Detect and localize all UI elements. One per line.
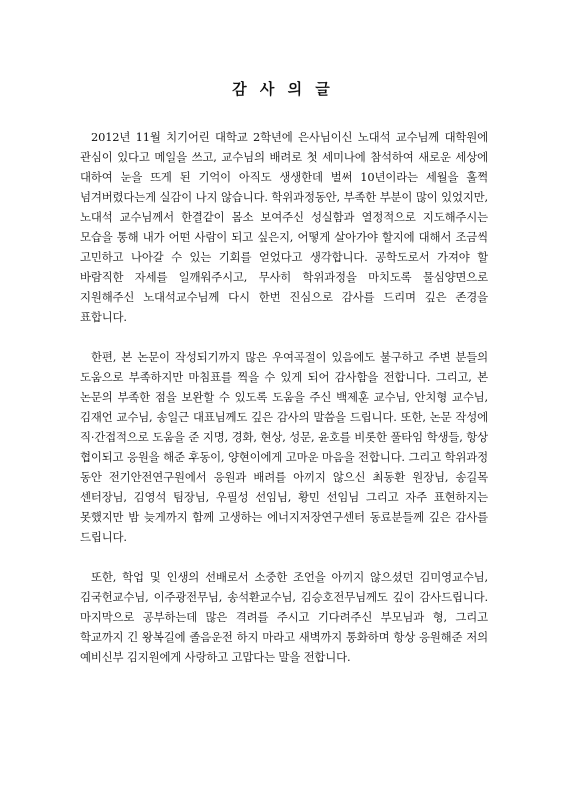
acknowledgement-body (80, 127, 488, 687)
paragraph-colleagues-thanks: 한편, 본 논문이 작성되기까지 많은 우여곡절이 있음에도 불구하고 주변 분들의 도움으로 부족하지만 마침표를 찍을 수 있게 되어 감사함을 전합니다. 그리고, 본 논문의 부족한 점을 보완할 수 있도록 도움을 주신 백제훈 교수님, 안치형 교수님, 김재언 교수님, 송일근 대표님께도 깊은 감사의 말씀을 드립니다. 또한, 논문 작성에 직·간접적으로 도움을 준 지명, 경화, 현상, 성문, 윤호를 비롯한 풀타임 학생들, 항상 협이되고 응원을 해준 후동이, 양현이에게 고마운 마음을 전합니다. 그리고 학위과정 동안 전기안전연구원에서 응원과 배려를 아끼지 않으신 최동환 원장님, 송길목 센터장님, 김영석 팀장님, 우필성 선임님, 황민 선임님 그리고 자주 표현하지는 못했지만 밤 늦게까지 함께 고생하는 에너지저장연구센터 동료분들께 깊은 감사를 드립니다. (80, 350, 488, 544)
paragraph-family-thanks: 또한, 학업 및 인생의 선배로서 소중한 조언을 아끼지 않으셨던 김미영교수님, 김국헌교수님, 이주광전무님, 송석환교수님, 김승호전무님께도 깊이 감사드립니다. 마지막으로 공부하는데 많은 격려를 주시고 기다려주신 부모님과 형, 그리고 학교까지 긴 왕복길에 졸음운전 하지 마라고 새벽까지 통화하며 항상 응원해준 저의 예비신부 김지원에게 사랑하고 고맙다는 말을 전합니다. (80, 570, 488, 664)
page-title: 감 사 의 글 (232, 80, 334, 98)
paragraph-advisor-thanks: 2012년 11월 치기어린 대학교 2학년에 은사님이신 노대석 교수님께 대학원에 관심이 있다고 메일을 쓰고, 교수님의 배려로 첫 세미나에 참석하여 새로운 세상에 대하여 눈을 뜨게 된 기억이 아직도 생생한데 벌써 10년이라는 세월을 훌쩍 넘겨버렸다는게 실감이 나지 않습니다. 학위과정동안, 부족한 부분이 많이 있었지만, 노대석 교수님께서 한결같이 몸소 보여주신 성실함과 열정적으로 지도해주시는 모습을 통해 내가 어떤 사람이 되고 싶은지, 어떻게 살아가야 할지에 대해서 조금씩 고민하고 나아갈 수 있는 기회를 얻었다고 생각합니다. 공학도로서 가져야 할 바람직한 자세를 일깨워주시고, 무사히 학위과정을 마치도록 물심양면으로 지원해주신 노대석교수님께 다시 한번 진심으로 감사를 드리며 깊은 존경을 표합니다. (80, 130, 488, 324)
